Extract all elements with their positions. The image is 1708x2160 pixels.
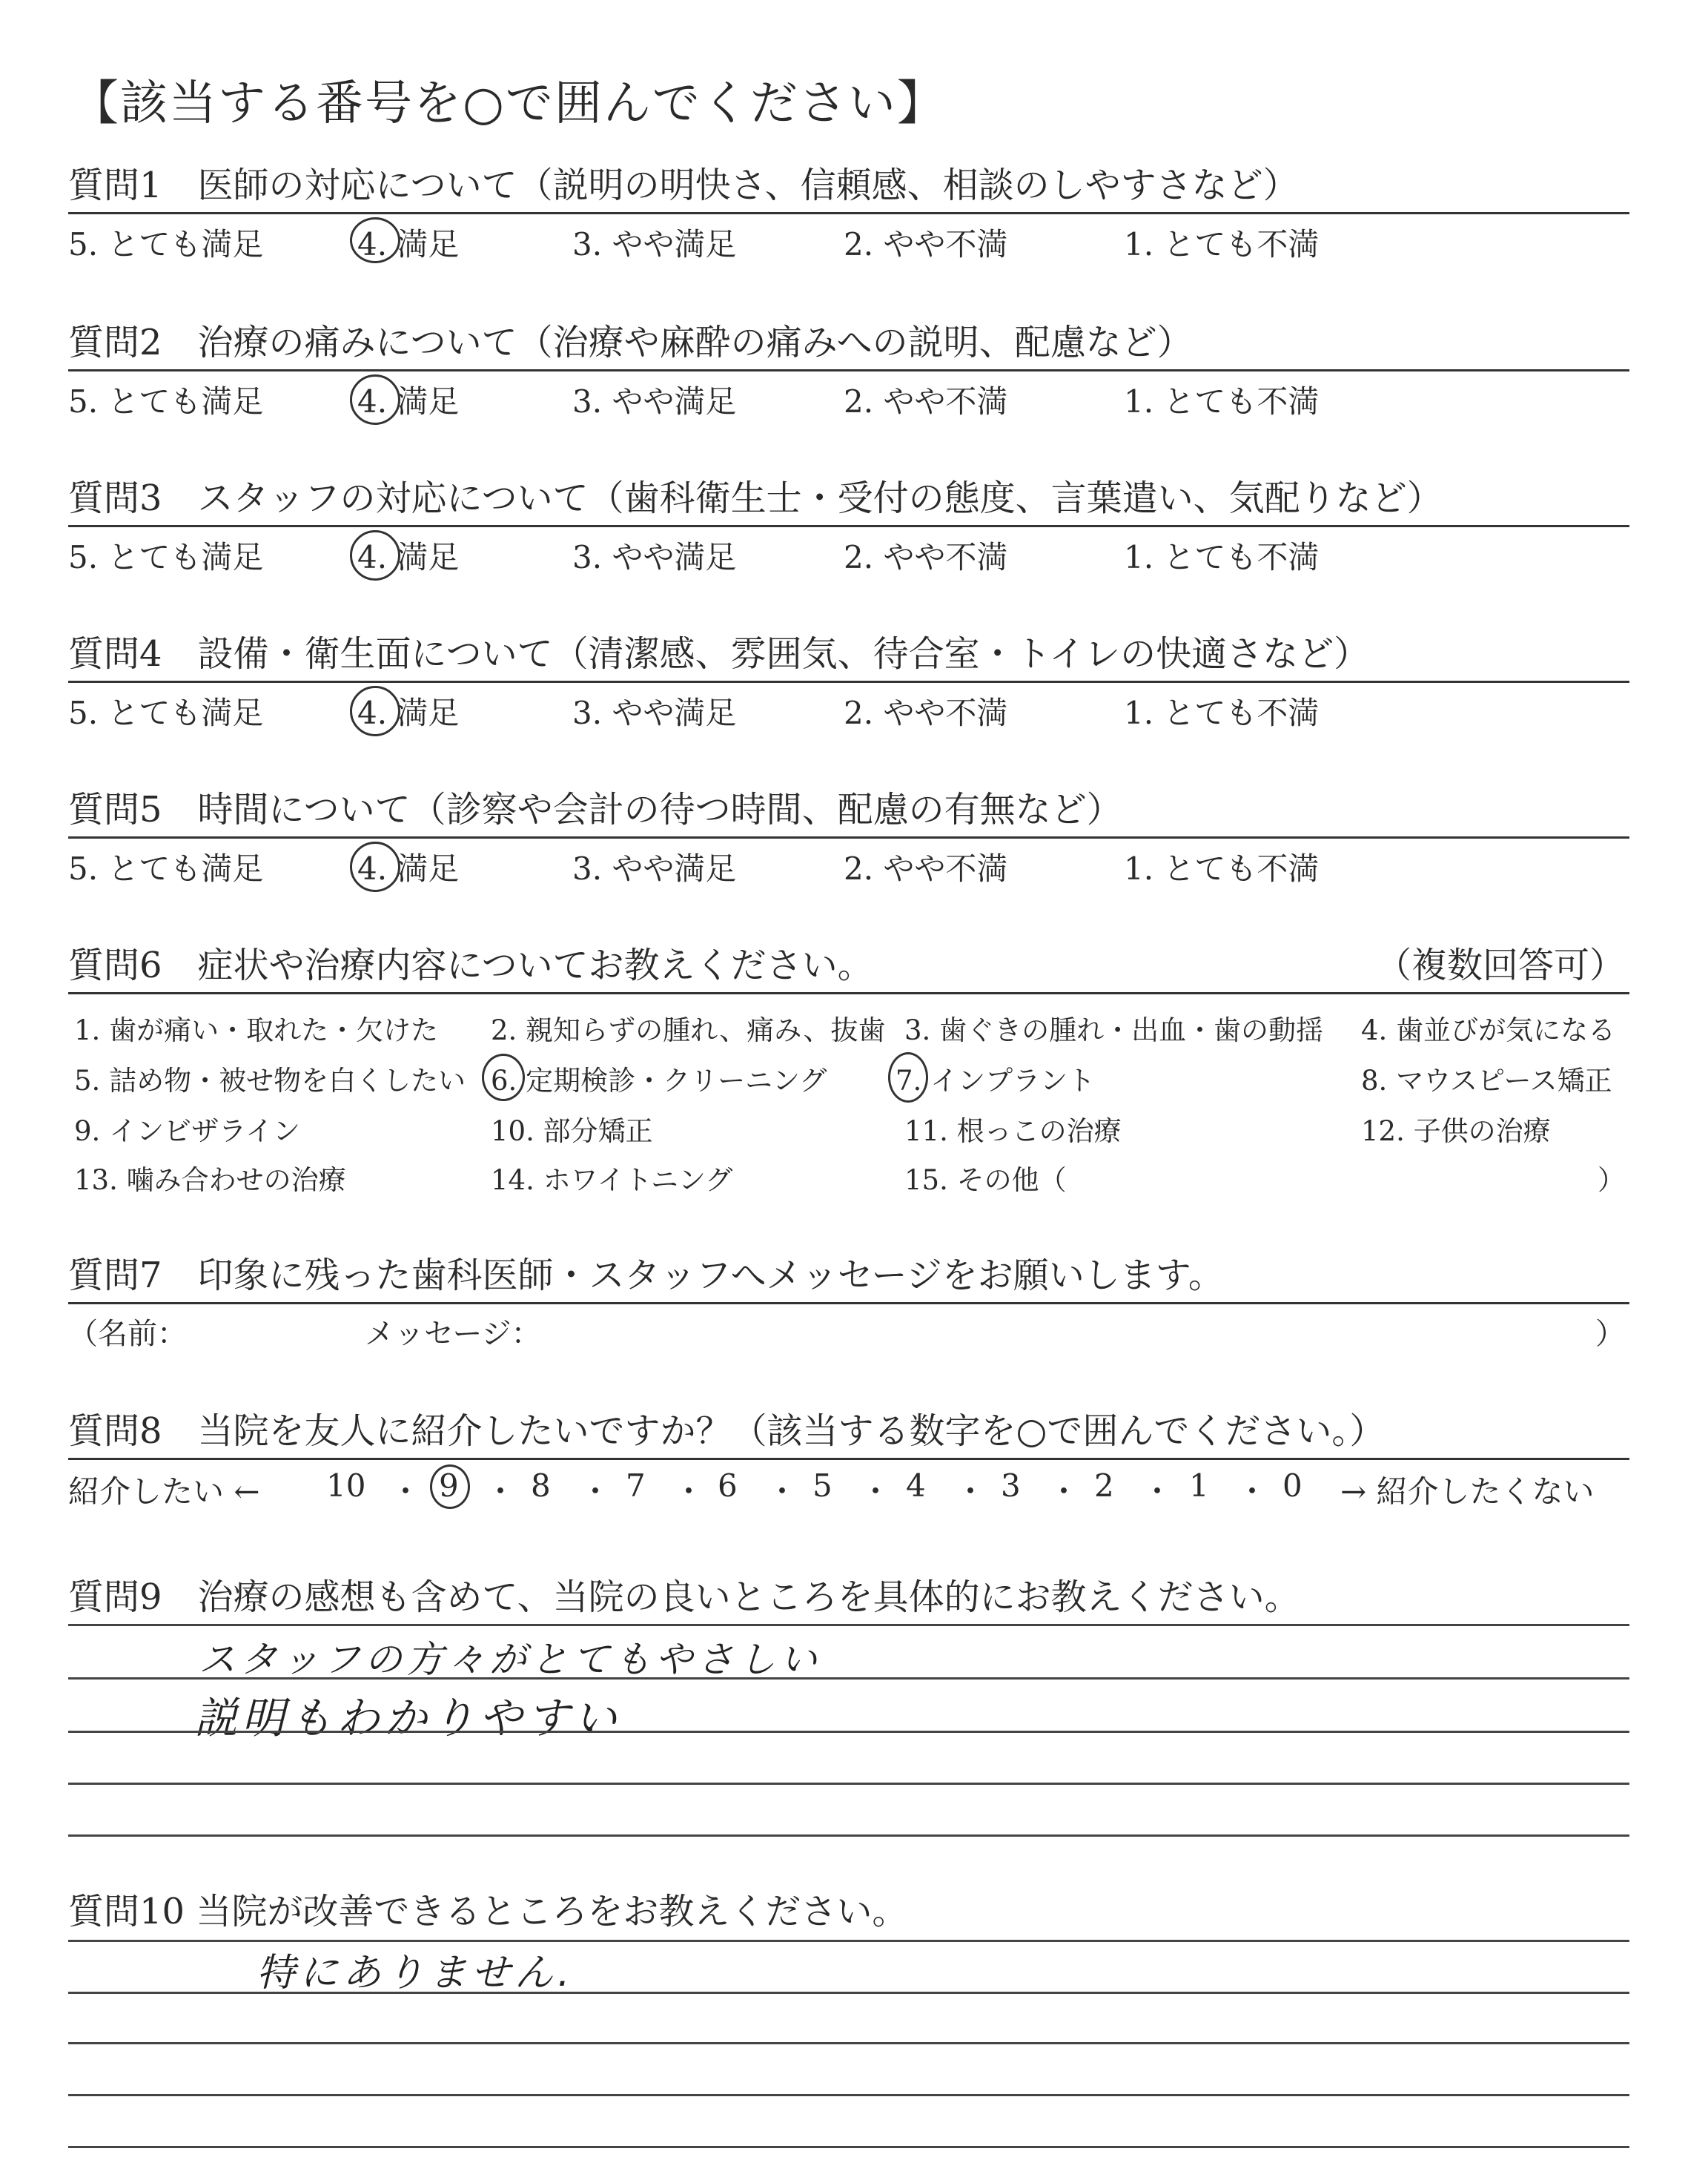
- scale-value-3[interactable]: 3: [1001, 1467, 1021, 1504]
- option-4[interactable]: 4. 満足: [357, 695, 460, 731]
- option-2[interactable]: 2. やや不満: [844, 695, 1008, 731]
- option-2[interactable]: 2. やや不満: [844, 851, 1008, 887]
- option-5[interactable]: 5. とても満足: [68, 851, 264, 887]
- symptom-option-other[interactable]: 15. その他（: [904, 1164, 1067, 1196]
- scale-dot: ・: [1048, 1473, 1080, 1510]
- scale-dot: ・: [673, 1473, 705, 1510]
- message-row: [68, 1304, 1625, 1349]
- question-6: [68, 943, 1625, 1209]
- option-5[interactable]: 5. とても満足: [68, 226, 264, 262]
- answer-line: [68, 1783, 1629, 1785]
- question-7-label: 質問7 印象に残った歯科医師・スタッフへメッセージをお願いします。: [68, 1255, 1224, 1296]
- question-9-label: 質問9 治療の感想も含めて、当院の良いところを具体的にお教えください。: [68, 1576, 1300, 1618]
- question-4: [68, 632, 1625, 731]
- question-10: [68, 1889, 1625, 1934]
- rating-options: [68, 839, 1625, 887]
- question-6-label: 質問6 症状や治療内容についてお教えください。: [68, 945, 873, 986]
- question-9: [68, 1575, 1625, 1619]
- scale-value-7[interactable]: 7: [626, 1467, 646, 1504]
- page-title: 【該当する番号を○で囲んでください】: [71, 76, 946, 131]
- option-4[interactable]: 4. 満足: [357, 226, 460, 262]
- symptom-option[interactable]: 12. 子供の治療: [1361, 1115, 1551, 1147]
- answer-line: [68, 2042, 1629, 2044]
- scale-value-2[interactable]: 2: [1094, 1467, 1114, 1504]
- close-paren: ）: [1595, 1317, 1625, 1351]
- scale-value-6[interactable]: 6: [718, 1467, 738, 1504]
- scale-dot: ・: [390, 1473, 422, 1510]
- handwritten-answer: 説明もわかりやすい: [194, 1693, 622, 1743]
- symptom-option[interactable]: 3. 歯ぐきの腫れ・出血・歯の動揺: [904, 1014, 1324, 1046]
- question-5-label: 質問5 時間について（診察や会計の待つ時間、配慮の有無など）: [68, 789, 1122, 830]
- question-2-label: 質問2 治療の痛みについて（治療や麻酔の痛みへの説明、配慮など）: [68, 322, 1193, 363]
- symptom-option[interactable]: 13. 噛み合わせの治療: [74, 1164, 346, 1196]
- option-4[interactable]: 4. 満足: [357, 383, 460, 420]
- option-1[interactable]: 1. とても不満: [1124, 695, 1320, 731]
- symptom-option[interactable]: 4. 歯並びが気になる: [1361, 1014, 1616, 1046]
- symptom-option[interactable]: 9. インビザライン: [74, 1115, 300, 1147]
- question-4-label: 質問4 設備・衛生面について（清潔感、雰囲気、待合室・トイレの快適さなど）: [68, 633, 1370, 675]
- question-1-label: 質問1 医師の対応について（説明の明快さ、信頼感、相談のしやすさなど）: [68, 165, 1299, 206]
- scale-value-0[interactable]: 0: [1282, 1467, 1302, 1504]
- option-3[interactable]: 3. やや満足: [572, 226, 737, 262]
- option-5[interactable]: 5. とても満足: [68, 383, 264, 420]
- option-1[interactable]: 1. とても不満: [1124, 851, 1320, 887]
- question-7: [68, 1253, 1625, 1349]
- rating-options: [68, 683, 1625, 731]
- option-2[interactable]: 2. やや不満: [844, 226, 1008, 262]
- recommend-scale: [68, 1460, 1625, 1509]
- question-6-header: [68, 943, 1625, 988]
- scale-value-1[interactable]: 1: [1189, 1467, 1209, 1504]
- symptom-options: [68, 994, 1625, 1209]
- scale-dot: ・: [1237, 1473, 1268, 1510]
- option-3[interactable]: 3. やや満足: [572, 383, 737, 420]
- answer-line: [68, 2094, 1629, 2096]
- scale-dot: ・: [767, 1473, 798, 1510]
- message-label[interactable]: メッセージ：: [365, 1317, 541, 1351]
- option-5[interactable]: 5. とても満足: [68, 695, 264, 731]
- option-3[interactable]: 3. やや満足: [572, 695, 737, 731]
- symptom-option[interactable]: 7. インプラント: [896, 1065, 1096, 1097]
- option-4[interactable]: 4. 満足: [357, 851, 460, 887]
- answer-line: [68, 2146, 1629, 2148]
- symptom-option[interactable]: 5. 詰め物・被せ物を白くしたい: [74, 1065, 466, 1097]
- scale-value-5[interactable]: 5: [812, 1467, 833, 1504]
- symptom-option[interactable]: 10. 部分矯正: [491, 1115, 653, 1147]
- scale-dot: ・: [955, 1473, 987, 1510]
- answer-line: [68, 1992, 1629, 1994]
- option-1[interactable]: 1. とても不満: [1124, 226, 1320, 262]
- option-2[interactable]: 2. やや不満: [844, 539, 1008, 575]
- question-1: [68, 163, 1625, 262]
- option-2[interactable]: 2. やや不満: [844, 383, 1008, 420]
- scale-value-8[interactable]: 8: [531, 1467, 551, 1504]
- close-paren: ）: [1598, 1164, 1625, 1196]
- option-3[interactable]: 3. やや満足: [572, 851, 737, 887]
- answer-line: [68, 1834, 1629, 1837]
- name-label: （名前：: [68, 1317, 187, 1351]
- option-1[interactable]: 1. とても不満: [1124, 539, 1320, 575]
- recommend-left-label: 紹介したい ←: [68, 1473, 260, 1510]
- symptom-option[interactable]: 2. 親知らずの腫れ、痛み、抜歯: [491, 1014, 886, 1046]
- option-4[interactable]: 4. 満足: [357, 539, 460, 575]
- scale-dot: ・: [860, 1473, 892, 1510]
- option-1[interactable]: 1. とても不満: [1124, 383, 1320, 420]
- rating-options: [68, 371, 1625, 420]
- question-8-label: 質問8 当院を友人に紹介したいですか？（該当する数字を○で囲んでください。）: [68, 1410, 1386, 1452]
- rating-options: [68, 214, 1625, 262]
- question-8: [68, 1409, 1625, 1509]
- multiple-answer-note: （複数回答可）: [1375, 945, 1625, 986]
- answer-line: [68, 1731, 1629, 1733]
- symptom-option[interactable]: 11. 根っこの治療: [904, 1115, 1122, 1147]
- question-3-label: 質問3 スタッフの対応について（歯科衛生士・受付の態度、言葉遣い、気配りなど）: [68, 478, 1443, 519]
- question-10-label: 質問10 当院が改善できるところをお教えください。: [68, 1891, 908, 1932]
- symptom-option[interactable]: 6. 定期検診・クリーニング: [491, 1065, 827, 1097]
- symptom-option[interactable]: 1. 歯が痛い・取れた・欠けた: [74, 1014, 439, 1046]
- symptom-option[interactable]: 8. マウスピース矯正: [1361, 1065, 1612, 1097]
- handwritten-answer: 特にありません.: [256, 1951, 575, 1995]
- answer-line: [68, 1624, 1629, 1626]
- question-3: [68, 476, 1625, 575]
- question-5: [68, 787, 1625, 887]
- symptom-option[interactable]: 14. ホワイトニング: [491, 1164, 733, 1196]
- scale-value-9[interactable]: 9: [439, 1467, 459, 1504]
- option-5[interactable]: 5. とても満足: [68, 539, 264, 575]
- option-3[interactable]: 3. やや満足: [572, 539, 737, 575]
- rating-options: [68, 527, 1625, 575]
- scale-dot: ・: [485, 1473, 517, 1510]
- scale-value-10[interactable]: 10: [326, 1467, 366, 1504]
- handwritten-answer: スタッフの方々がとてもやさしい: [199, 1638, 821, 1681]
- scale-dot: ・: [1142, 1473, 1174, 1510]
- scale-dot: ・: [580, 1473, 612, 1510]
- scale-value-4[interactable]: 4: [906, 1467, 926, 1504]
- question-2: [68, 320, 1625, 420]
- answer-line: [68, 1677, 1629, 1680]
- recommend-right-label: → 紹介したくない: [1340, 1473, 1595, 1510]
